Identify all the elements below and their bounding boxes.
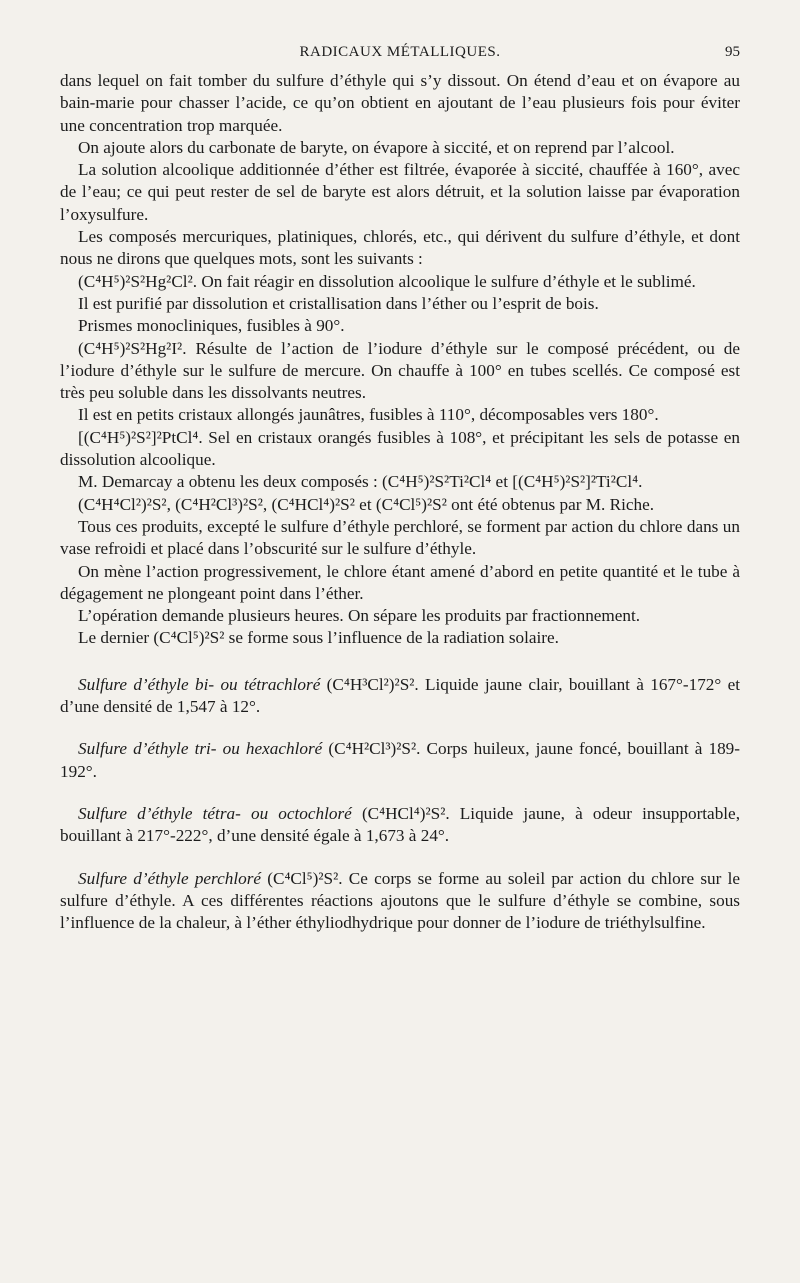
compound-name: Sulfure d’éthyle tri- ou hexachloré	[78, 739, 323, 759]
paragraph: L’opération demande plusieurs heures. On sépare les produits par fractionnement.	[78, 606, 641, 626]
paragraph: (C⁴H⁵)²S²Hg²Cl². On fait réagir en dissolution alcoolique le sulfure d’éthyle et le sublimé.	[78, 271, 696, 291]
compound-entry	[60, 868, 740, 935]
paragraph: M. Demarcay a obtenu les deux composés : (C⁴H⁵)²S²Ti²Cl⁴ et [(C⁴H⁵)²S²]²Ti²Cl⁴.	[78, 472, 643, 492]
compound-name: Sulfure d’éthyle tétra- ou octochloré	[78, 803, 352, 823]
paragraph: (C⁴H⁴Cl²)²S², (C⁴H²Cl³)²S², (C⁴HCl⁴)²S² et (C⁴Cl⁵)²S² ont été obtenus par M. Riche.	[78, 494, 655, 514]
paragraph: dans lequel on fait tomber du sulfure d’éthyle qui s’y dissout. On étend d’eau et on évapore au bain-marie pour chasser l’acide, ce qu’on obtient en ajoutant de l’eau plusieurs fois pour éviter une concentration trop marquée.	[60, 71, 740, 135]
paragraph: Il est purifié par dissolution et cristallisation dans l’éther ou l’esprit de bois.	[78, 293, 599, 313]
paragraph: La solution alcoolique additionnée d’éther est filtrée, évaporée à siccité, chauffée à 160°, avec de l’eau; ce qui peut rester de sel de baryte est alors détruit, et la solution laisse par évaporation l’oxysulfure.	[60, 160, 740, 224]
paragraph: On mène l’action progressivement, le chlore étant amené d’abord en petite quantité et le tube à dégagement ne plongeant point dans l’éther.	[60, 561, 740, 603]
paragraph: Tous ces produits, excepté le sulfure d’éthyle perchloré, se forment par action du chlore dans un vase refroidi et placé dans l’obscurité sur le sulfure d’éthyle.	[60, 516, 740, 559]
page-body	[60, 70, 740, 934]
paragraph: Le dernier (C⁴Cl⁵)²S² se forme sous l’influence de la radiation solaire.	[78, 628, 559, 648]
paragraph: (C⁴H⁵)²S²Hg²I². Résulte de l’action de l’iodure d’éthyle sur le composé précédent, ou de l’iodure d’éthyle sur le sulfure de mercure. On chauffe à 100° en tubes scellés. Ce composé est très peu soluble dans les dissolvants neutres.	[60, 338, 740, 403]
page-header	[60, 44, 740, 66]
compound-description: (C⁴H³Cl²)²S². Liquide jaune clair, bouillant à 167°-172° et d’une densité de 1,547 à 12°.	[60, 674, 741, 717]
paragraph: Il est en petits cristaux allongés jaunâtres, fusibles à 110°, décomposables vers 180°.	[78, 405, 659, 425]
compound-name: Sulfure d’éthyle bi- ou tétrachloré	[78, 674, 321, 694]
compound-description: (C⁴Cl⁵)²S². Ce corps se forme au soleil par action du chlore sur le sulfure d’éthyle. A ces différentes réactions ajoutons que le sulfure d’éthyle se combine, sous l’influence de la chaleur, à l’éther éthyliodhydrique pour donner de l’iodure de triéthylsulfine.	[60, 868, 740, 933]
paragraph: On ajoute alors du carbonate de baryte, on évapore à siccité, et on reprend par l’alcool.	[78, 137, 675, 157]
compound-description: (C⁴HCl⁴)²S². Liquide jaune, à odeur insupportable, bouillant à 217°-222°, d’une densité égale à 1,673 à 24°.	[60, 803, 740, 846]
paragraph: [(C⁴H⁵)²S²]²PtCl⁴. Sel en cristaux orangés fusibles à 108°, et précipitant les sels de potasse en dissolution alcoolique.	[60, 427, 740, 470]
compound-description: (C⁴H²Cl³)²S². Corps huileux, jaune foncé, bouillant à 189-192°.	[60, 739, 740, 781]
compound-entry	[60, 738, 740, 783]
compound-entry	[60, 674, 740, 719]
running-title: RADICAUX MÉTALLIQUES.	[299, 44, 501, 60]
paragraph: Les composés mercuriques, platiniques, chlorés, etc., qui dérivent du sulfure d’éthyle, et dont nous ne dirons que quelques mots, sont les suivants :	[60, 227, 740, 269]
page-number: 95	[725, 44, 740, 60]
compound-entry	[60, 803, 740, 848]
compound-name: Sulfure d’éthyle perchloré	[78, 868, 262, 888]
paragraph: Prismes monocliniques, fusibles à 90°.	[78, 316, 345, 336]
